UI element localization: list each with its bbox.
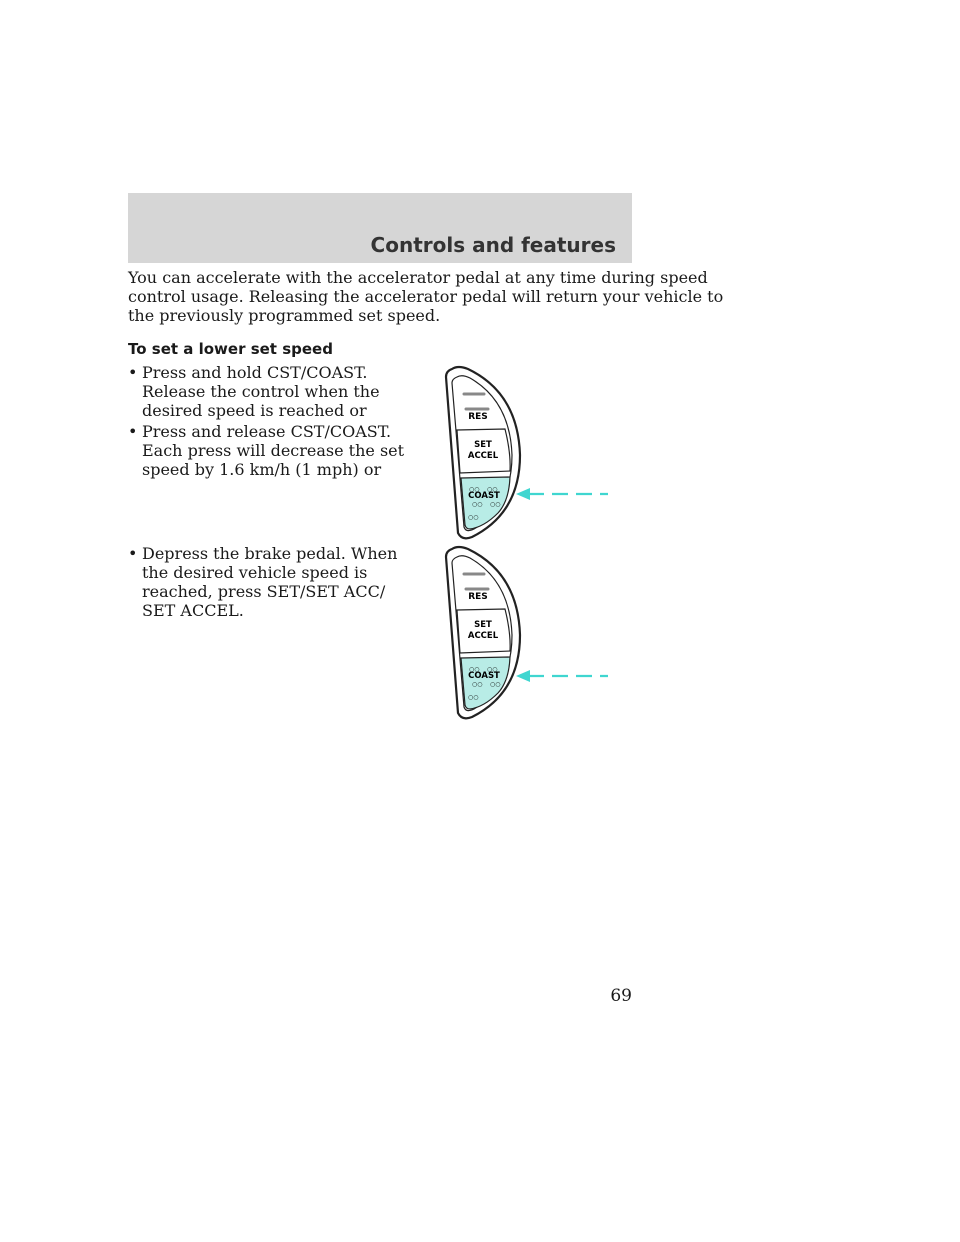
section-title: Controls and features [370,233,616,257]
svg-text:○○: ○○ [468,694,479,701]
intro-line: the previously programmed set speed. [128,306,441,325]
coast-label: COAST [468,671,500,681]
bullet-dot-icon: • [128,363,138,382]
bullet-dot-icon: • [128,544,138,563]
header-band [128,193,632,263]
svg-text:○○: ○○ [490,681,501,688]
res-label: RES [468,592,488,602]
page-number: 69 [610,986,632,1006]
svg-text:○○: ○○ [472,681,483,688]
set-label: SET [474,440,492,450]
speed-control-switch-icon [440,545,620,720]
bullet-item: • Depress the brake pedal. When the desired vehicle speed is reached, press SET/SET ACC/ SET ACCEL. [128,544,398,620]
svg-text:○○: ○○ [487,486,498,493]
svg-text:○○: ○○ [469,486,480,493]
accel-label: ACCEL [467,631,499,641]
bullet-dot-icon: • [128,422,138,441]
svg-text:○○: ○○ [490,501,501,508]
accel-label: ACCEL [467,451,499,461]
set-label: SET [474,620,492,630]
speed-control-switch-icon [440,365,620,540]
bullet-item: • Press and hold CST/COAST. Release the control when the desired speed is reached or [128,363,380,420]
intro-paragraph [128,268,724,325]
intro-line: control usage. Releasing the accelerator pedal will return your vehicle to [128,287,724,306]
svg-text:○○: ○○ [469,666,480,673]
subheading: To set a lower set speed [128,340,333,358]
svg-text:○○: ○○ [487,666,498,673]
coast-label: COAST [468,491,500,501]
svg-text:○○: ○○ [472,501,483,508]
intro-line: You can accelerate with the accelerator pedal at any time during speed [128,268,708,287]
svg-text:○○: ○○ [468,514,479,521]
bullet-item: • Press and release CST/COAST. Each press will decrease the set speed by 1.6 km/h (1 mph) or [128,422,405,479]
res-label: RES [468,412,488,422]
